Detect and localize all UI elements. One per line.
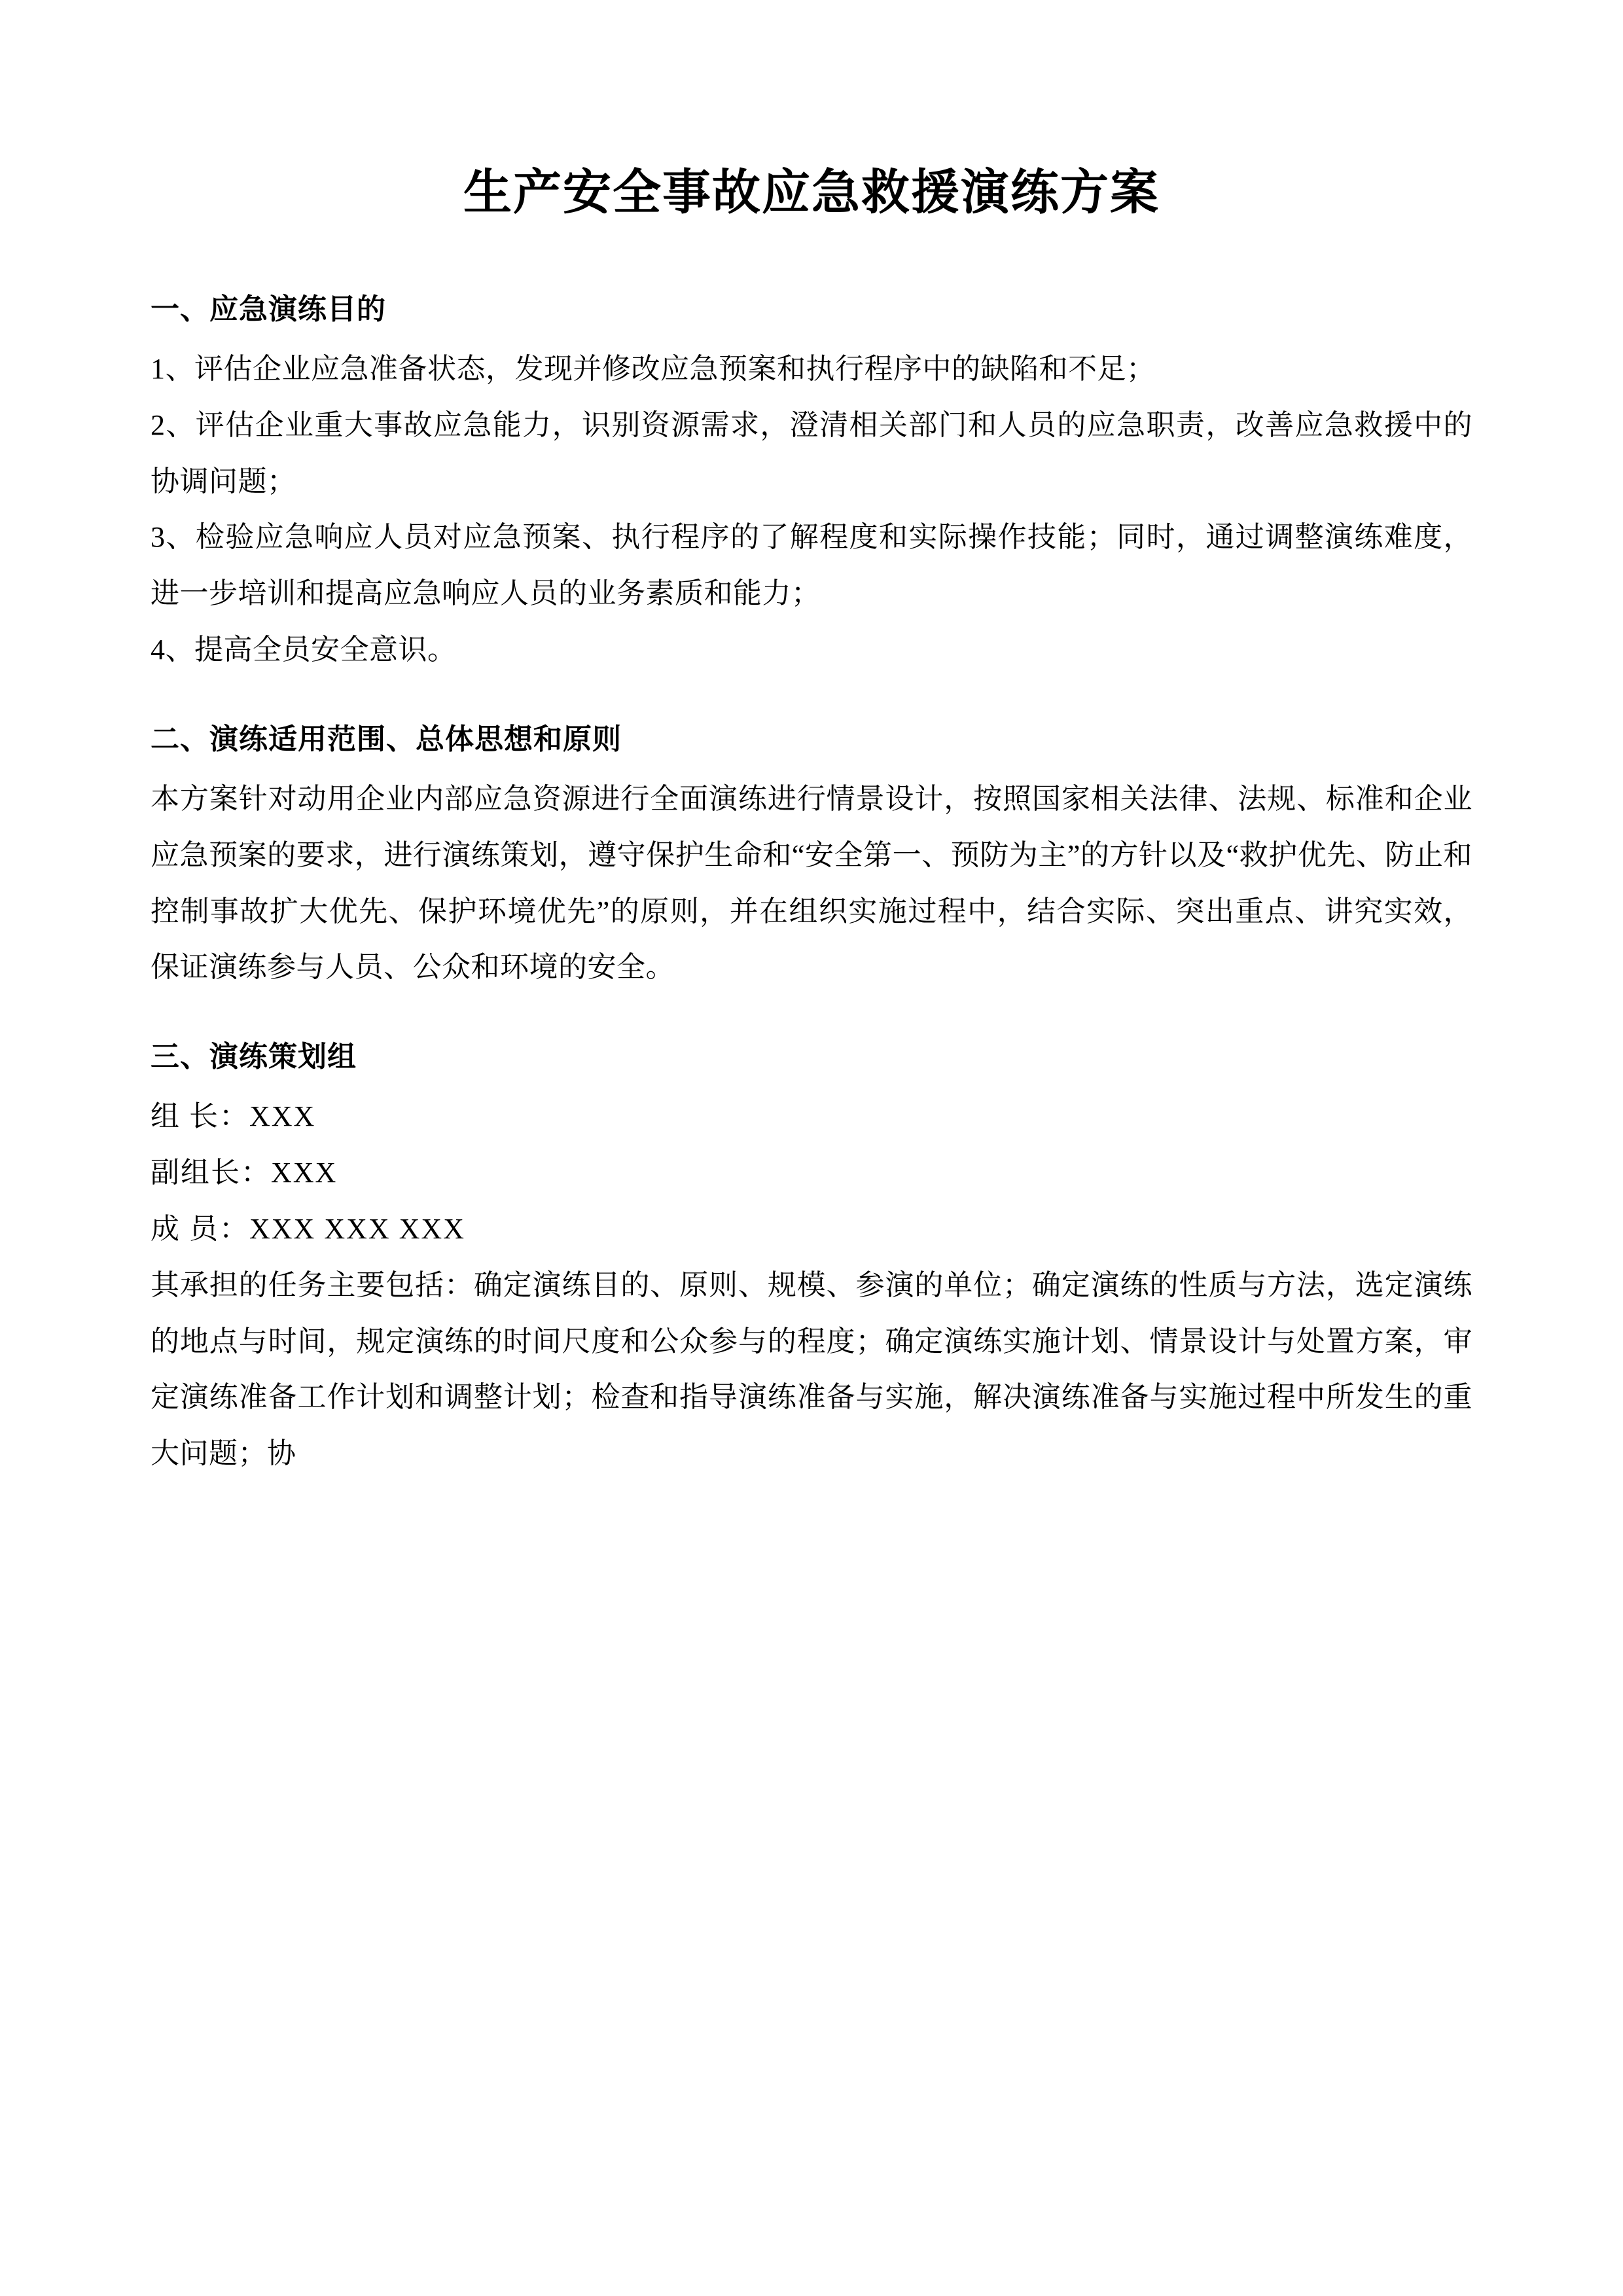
section-emergency-drill-purpose [151, 287, 1472, 678]
section-heading: 三、演练策划组 [151, 1040, 357, 1074]
paragraph: 2、评估企业重大事故应急能力，识别资源需求，澄清相关部门和人员的应急职责，改善应急救援中的协调问题； [151, 408, 1472, 497]
roster-deputy-leader: 副组长：XXX [151, 1157, 338, 1189]
section-drill-planning-group [151, 1035, 1472, 1482]
paragraph: 本方案针对动用企业内部应急资源进行全面演练进行情景设计，按照国家相关法律、法规、标准和企业应急预案的要求，进行演练策划，遵守保护生命和“安全第一、预防为主”的方针以及“救护优先、防止和控制事故扩大优先、保护环境优先”的原则，并在组织实施过程中，结合实际、突出重点、讲究实效，保证演练参与人员、公众和环境的安全。 [151, 782, 1472, 984]
roster-leader: 组 长：XXX [151, 1100, 316, 1133]
section-scope-and-principles [151, 717, 1472, 996]
page-title: 生产安全事故应急救援演练方案 [463, 164, 1160, 221]
roster-members: 成 员：XXX XXX XXX [151, 1212, 465, 1245]
paragraph: 1、评估企业应急准备状态，发现并修改应急预案和执行程序中的缺陷和不足； [151, 352, 1156, 385]
section-heading: 一、应急演练目的 [151, 292, 386, 326]
paragraph: 其承担的任务主要包括：确定演练目的、原则、规模、参演的单位；确定演练的性质与方法，选定演练的地点与时间，规定演练的时间尺度和公众参与的程度；确定演练实施计划、情景设计与处置方案，审定演练准备工作计划和调整计划；检查和指导演练准备与实施，解决演练准备与实施过程中所发生的重大问题；协 [151, 1268, 1472, 1470]
paragraph: 3、检验应急响应人员对应急预案、执行程序的了解程度和实际操作技能；同时，通过调整演练难度，进一步培训和提高应急响应人员的业务素质和能力； [151, 521, 1472, 610]
section-heading: 二、演练适用范围、总体思想和原则 [151, 722, 622, 756]
paragraph: 4、提高全员安全意识。 [151, 633, 457, 666]
